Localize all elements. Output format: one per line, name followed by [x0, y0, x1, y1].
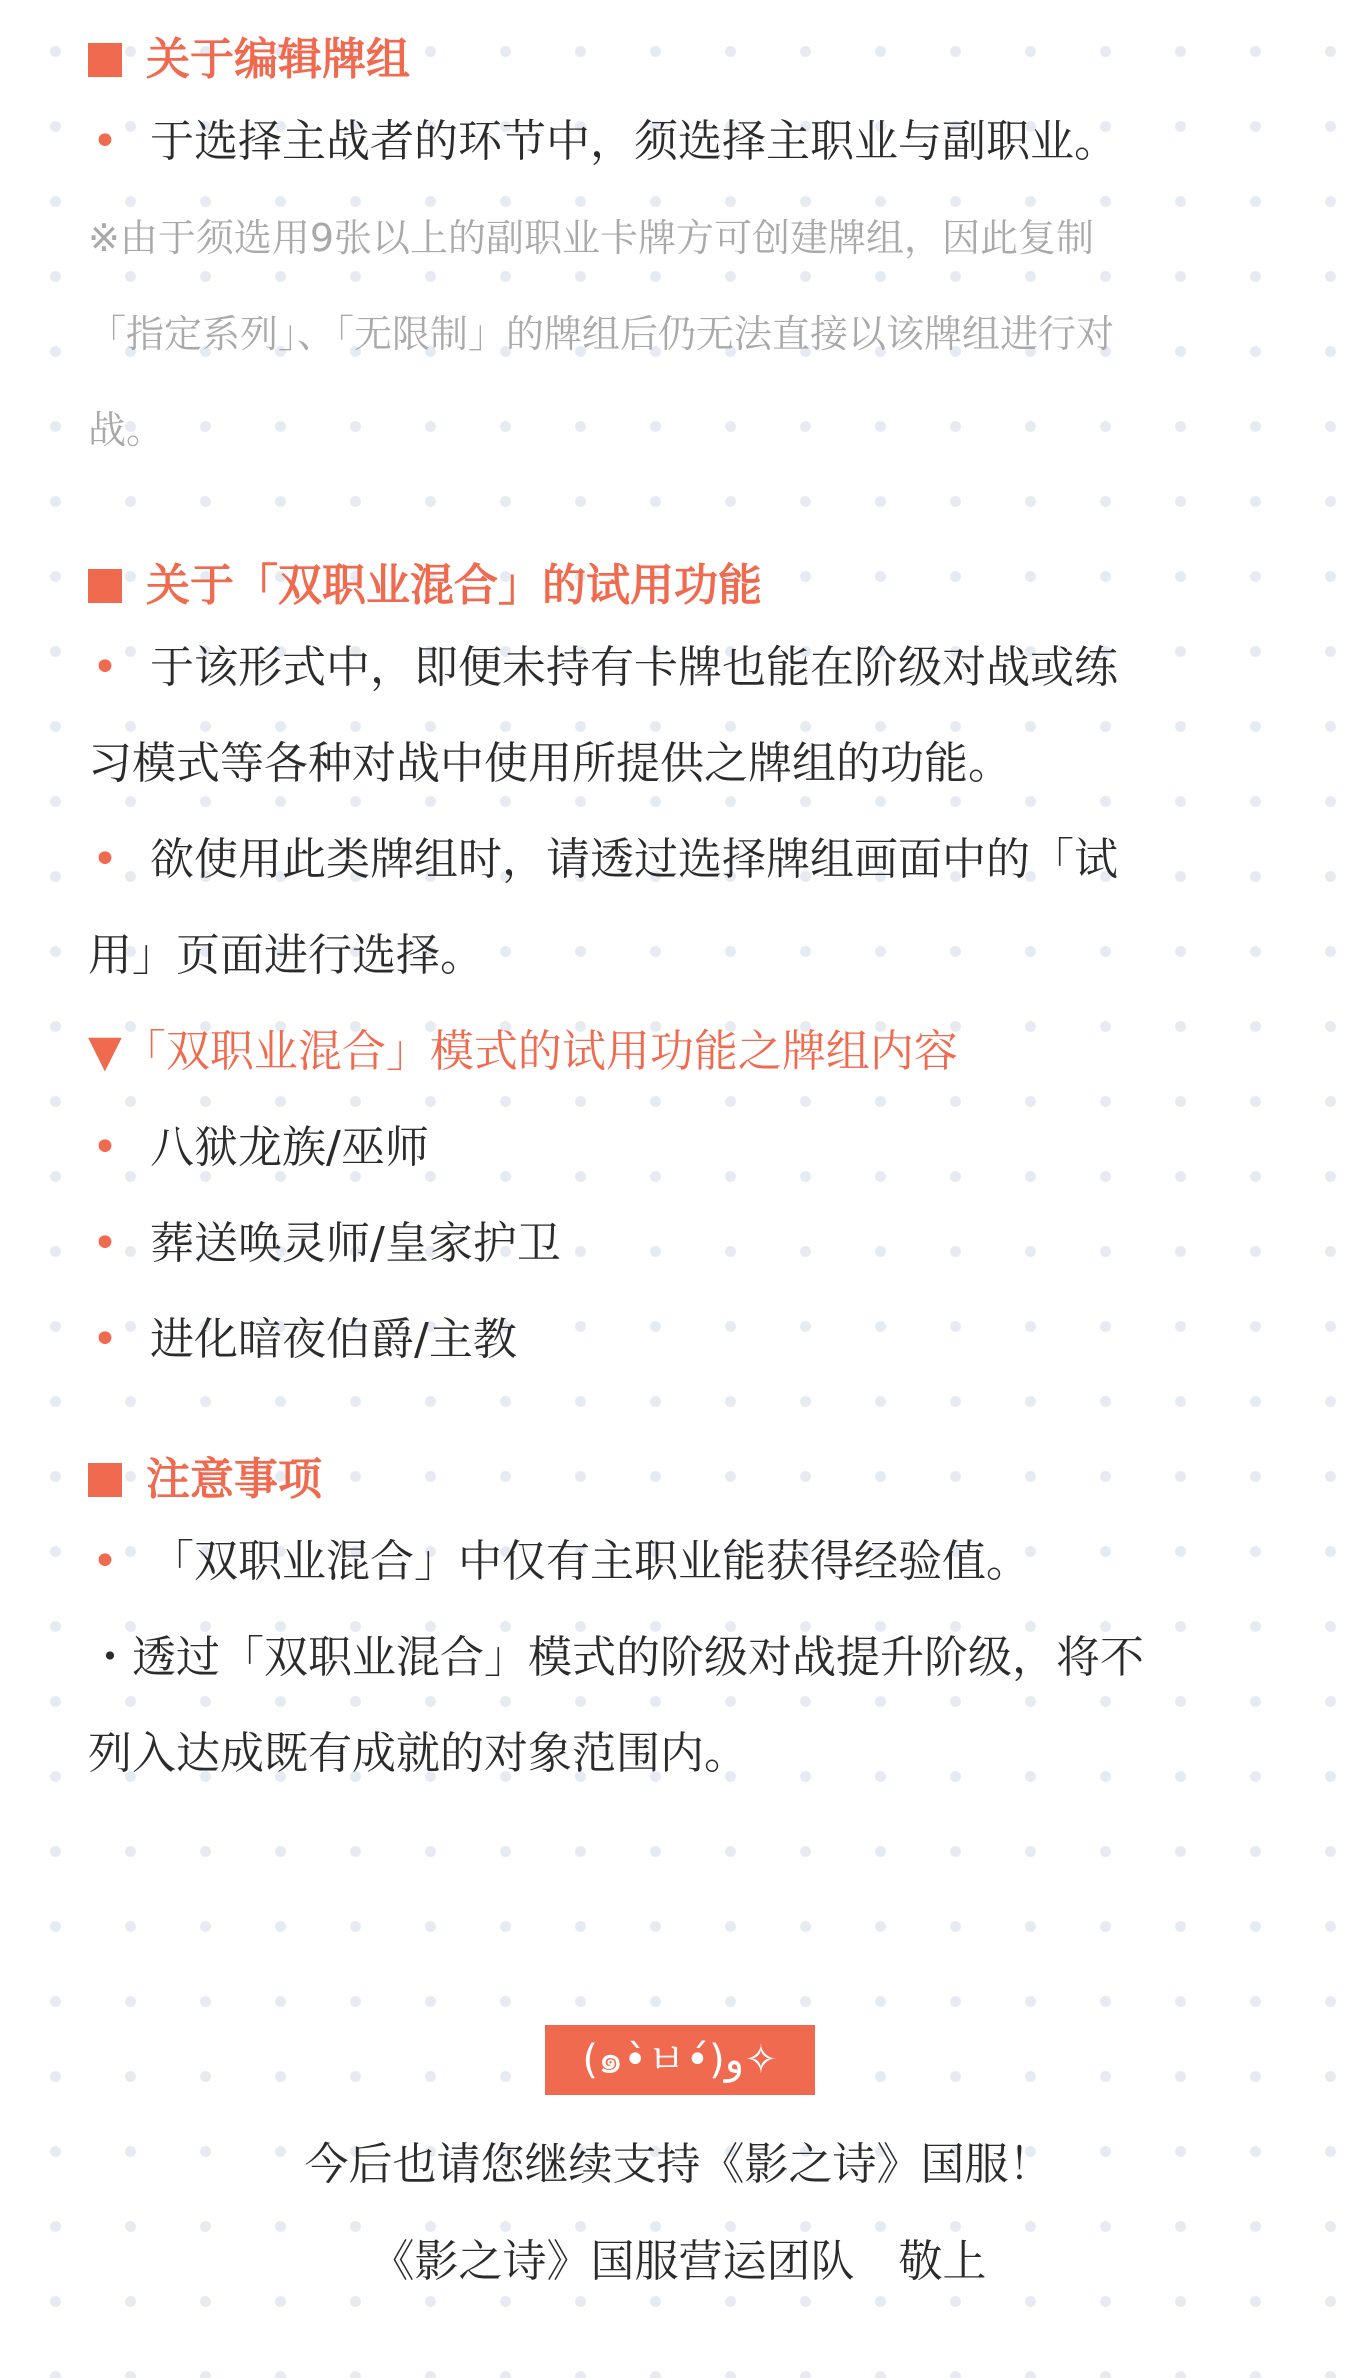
notes-item-2-line-2: 列入达成既有成就的对象范围内。: [88, 1728, 748, 1779]
bullet-dot-icon: •: [92, 116, 118, 167]
closing-signature: 《影之诗》国服营运团队 敬上: [370, 2236, 987, 2287]
emoticon-badge: (๑•̀ㅂ•́)و✧: [545, 2025, 815, 2095]
edit-deck-note-line-2: 「指定系列」、「无限制」的牌组后仍无法直接以该牌组进行对: [88, 312, 1115, 356]
edit-deck-note-line-3: 战。: [88, 408, 165, 452]
edit-deck-note-line-1: ※由于须选用9张以上的副职业卡牌方可创建牌组，因此复制: [88, 216, 1095, 260]
square-bullet-icon: [88, 1463, 122, 1497]
deck-list-item: • 八狱龙族/巫师: [88, 1100, 1288, 1196]
section-heading-notes: [88, 1450, 1288, 1510]
trial-item-1-line-1: • 于该形式中，即便未持有卡牌也能在阶级对战或练: [88, 620, 1288, 716]
deck-list-item: • 进化暗夜伯爵/主教: [88, 1292, 1288, 1388]
closing-line-1: 今后也请您继续支持《影之诗》国服！: [304, 2139, 1053, 2190]
heading-text: 关于编辑牌组: [146, 34, 410, 85]
trial-item-1-line-2: 习模式等各种对战中使用所提供之牌组的功能。: [88, 738, 1012, 789]
bullet-dot-icon: •: [92, 642, 118, 693]
trial-item-2-line-2: 用」页面进行选择。: [88, 930, 484, 981]
deck-list-item: • 葬送唤灵师/皇家护卫: [88, 1196, 1288, 1292]
bullet-dot-icon: •: [92, 1536, 118, 1587]
edit-deck-item-1: • 于选择主战者的环节中，须选择主职业与副职业。: [88, 94, 1288, 190]
announcement-body: [88, 0, 1288, 1802]
heading-text: 注意事项: [146, 1454, 322, 1505]
notes-item-2-line-1: ・透过「双职业混合」模式的阶级对战提升阶级，将不: [88, 1632, 1144, 1683]
section-heading-trial: [88, 556, 1288, 616]
bullet-dot-icon: •: [92, 834, 118, 885]
bullet-dot-icon: •: [92, 1122, 118, 1173]
square-bullet-icon: [88, 569, 122, 603]
trial-deck-subheading: ▼「双职业混合」模式的试用功能之牌组内容: [88, 1026, 958, 1077]
section-heading-edit-deck: [88, 30, 1288, 90]
trial-item-2-line-1: • 欲使用此类牌组时，请透过选择牌组画面中的「试: [88, 812, 1288, 908]
bullet-dot-icon: •: [92, 1218, 118, 1269]
square-bullet-icon: [88, 43, 122, 77]
heading-text: 关于「双职业混合」的试用功能: [146, 560, 762, 611]
notes-item-1: • 「双职业混合」中仅有主职业能获得经验值。: [88, 1514, 1288, 1610]
bullet-dot-icon: •: [92, 1314, 118, 1365]
